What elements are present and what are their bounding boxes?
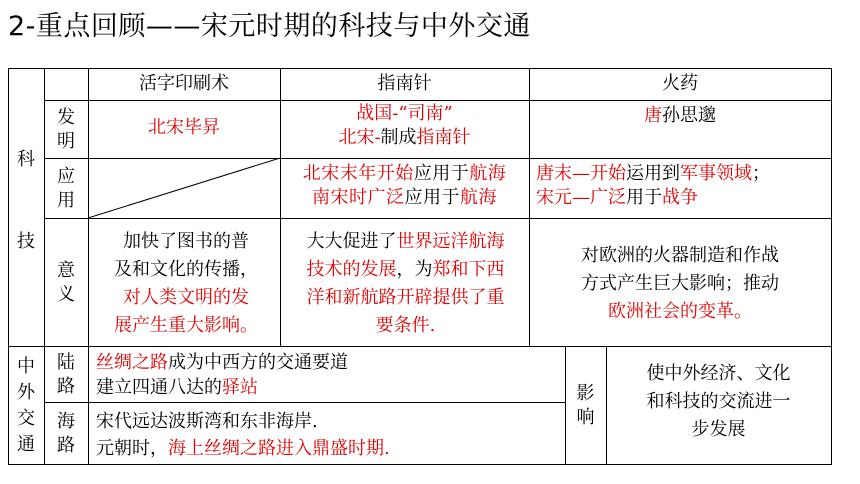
group-label-keji-2: 技 (17, 231, 35, 252)
row-divider-lulu (44, 402, 565, 403)
table-border-bottom (8, 464, 832, 465)
yiyi-zhinanzhen: 大大促进了世界远洋航海 技术的发展，为郑和下西 洋和新航路开辟提供了重 要条件. (306, 231, 505, 336)
summary-table (8, 68, 832, 465)
yiyi-huoyao: 对欧洲的火器制造和作战 方式产生巨大影响；推动 欧洲社会的变革。 (581, 245, 779, 322)
yiyi-huozi: 加快了图书的普 及和文化的传播， 对人类文明的发 展产生重大影响。 (114, 231, 258, 336)
faming-huoyao: 唐孙思邈 (644, 105, 716, 126)
yingyong-huoyao: 唐末—开始运用到军事领域； 宋元—广泛用于战争 (536, 163, 770, 208)
group-label-zhongwai: 中 外 交 通 (17, 356, 35, 455)
table-border-right (831, 68, 832, 465)
hailu-content: 宋代远达波斯湾和东非海岸. 元朝时，海上丝绸之路进入鼎盛时期. (96, 411, 390, 459)
row-label-yiyi: 意 义 (57, 260, 75, 305)
page-title: 2-重点回顾——宋元时期的科技与中外交通 (8, 11, 531, 42)
yingyong-zhinanzhen: 北宋末年开始应用于航海 南宋时广泛应用于航海 (302, 163, 507, 208)
faming-zhinanzhen: 战国-“司南” 北宋-制成指南针 (338, 103, 471, 148)
table-border-top (8, 68, 832, 69)
header-huoyao: 火药 (662, 73, 698, 94)
row-divider-keji (8, 346, 832, 347)
row-label-yingxiang: 影 响 (576, 383, 595, 428)
header-divider (44, 100, 832, 101)
header-zhinanzhen: 指南针 (377, 73, 432, 94)
row-label-hailu: 海 路 (57, 411, 75, 456)
empty-cell-diagonal (88, 158, 281, 219)
row-label-lulu: 陆 路 (57, 352, 75, 397)
header-huozi: 活字印刷术 (139, 73, 229, 94)
row-label-yingyong: 应 用 (57, 166, 75, 211)
group-label-keji-1: 科 (17, 149, 35, 170)
lulu-content: 丝绸之路成为中西方的交通要道 建立四通八达的驿站 (96, 352, 348, 398)
yingxiang-content: 使中外经济、文化 和科技的交流进一 步发展 (646, 363, 791, 440)
row-label-faming: 发 明 (57, 107, 75, 152)
faming-huozi: 北宋毕昇 (148, 117, 220, 138)
